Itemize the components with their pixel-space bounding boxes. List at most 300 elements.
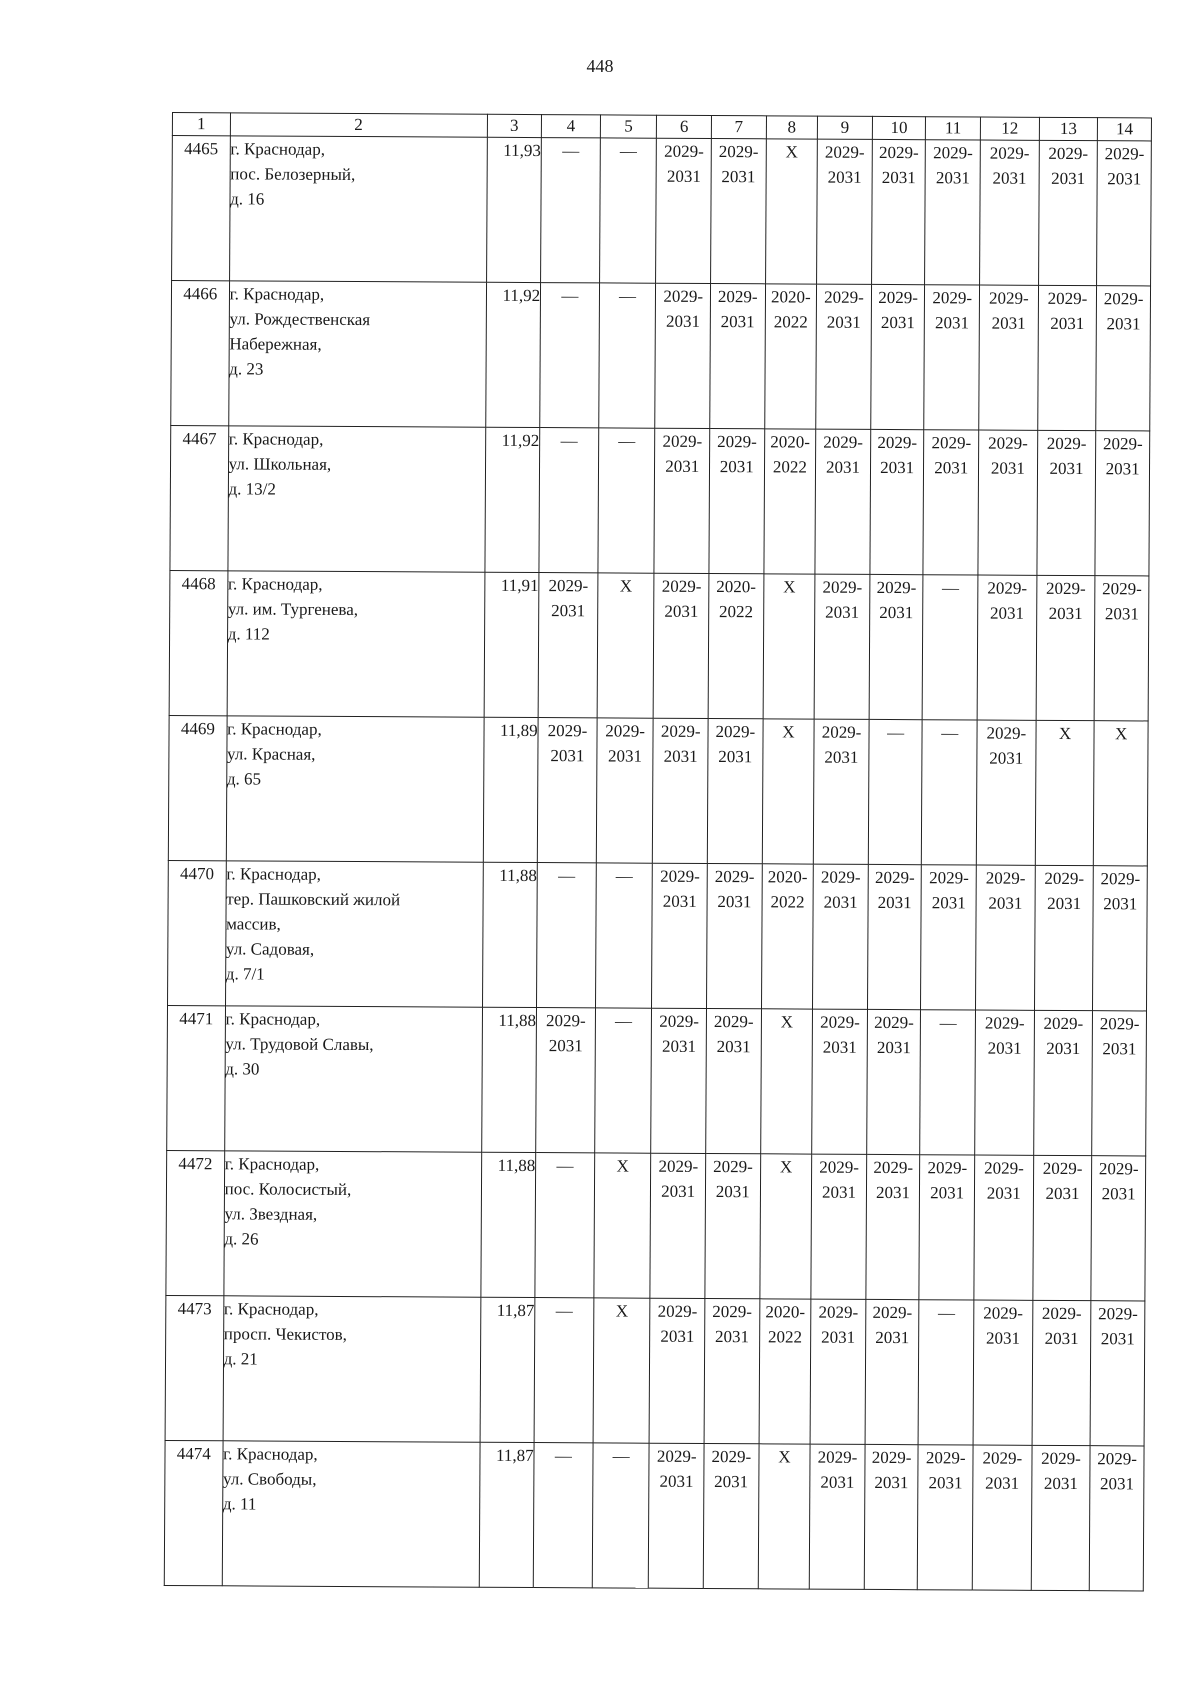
- period-text: —: [942, 578, 960, 598]
- address-line: г. Краснодар,: [229, 284, 325, 304]
- period-cell-col-13: [1033, 1010, 1092, 1155]
- period-text: 2029- 2031: [1041, 1448, 1081, 1494]
- period-text: X: [1058, 723, 1072, 744]
- address-line: пос. Колосистый,: [224, 1179, 352, 1200]
- row-number: 4470: [168, 860, 226, 1005]
- period-text: —: [612, 1446, 630, 1466]
- period-cell-col-7: [707, 719, 762, 864]
- period-text: 2029- 2031: [547, 721, 588, 766]
- period-text: 2020- 2022: [716, 577, 757, 622]
- table-row: [164, 1440, 1144, 1590]
- period-cell-col-10: [866, 1154, 920, 1299]
- column-number-12: 12: [980, 117, 1039, 140]
- period-cell-col-5: [595, 863, 652, 1008]
- period-cell-col-10: [868, 719, 922, 864]
- period-cell-col-5: [598, 428, 655, 573]
- period-cell-col-4: [534, 1298, 593, 1443]
- column-number-13: 13: [1039, 117, 1098, 140]
- period-cell-col-8: [760, 1009, 812, 1154]
- period-cell-col-4: [537, 863, 596, 1008]
- period-cell-col-13: [1035, 720, 1094, 865]
- period-cell-col-14: [1090, 1301, 1144, 1446]
- period-text: 2029- 2031: [984, 1158, 1024, 1203]
- period-text: 2020- 2022: [765, 1302, 806, 1347]
- period-text: 2029- 2031: [988, 288, 1029, 333]
- period-text: 2029- 2031: [656, 1446, 697, 1491]
- period-text: 2029- 2031: [659, 1011, 700, 1056]
- period-cell-col-5: [593, 1298, 650, 1443]
- period-cell-col-13: [1036, 575, 1095, 720]
- period-text: 2029- 2031: [1046, 433, 1087, 479]
- address-line: ул. Школьная,: [228, 454, 332, 474]
- period-cell-col-12: [976, 720, 1035, 865]
- period-text: 2029- 2031: [663, 286, 704, 331]
- period-text: X: [785, 142, 798, 162]
- column-number-5: 5: [600, 115, 657, 138]
- period-text: 2029- 2031: [713, 1157, 753, 1202]
- period-cell-col-11: [918, 1445, 973, 1590]
- period-text: —: [619, 286, 637, 306]
- period-text: X: [782, 722, 795, 742]
- period-text: 2029- 2031: [874, 867, 915, 913]
- period-cell-col-13: [1034, 865, 1093, 1010]
- period-text: 2029- 2031: [820, 1012, 860, 1057]
- period-text: 2029- 2031: [933, 143, 973, 188]
- address-line: пос. Белозерный,: [230, 164, 356, 185]
- period-text: 2029- 2031: [661, 576, 702, 621]
- period-cell-col-12: [977, 575, 1036, 720]
- period-text: X: [616, 1156, 629, 1176]
- period-text: 2029- 2031: [987, 578, 1028, 623]
- address-cell: [223, 1296, 481, 1442]
- column-number-14: 14: [1098, 118, 1152, 141]
- period-cell-col-8: [765, 139, 817, 284]
- period-cell-col-9: [816, 284, 871, 429]
- period-cell-col-10: [870, 429, 924, 574]
- period-cell-col-7: [707, 864, 762, 1009]
- period-cell-col-4: [536, 1008, 595, 1153]
- period-text: 2029- 2031: [824, 142, 865, 187]
- period-cell-col-4: [535, 1153, 594, 1298]
- value-cell: 11,87: [480, 1297, 535, 1442]
- address-line: д. 16: [230, 189, 265, 209]
- period-text: 2029- 2031: [548, 576, 589, 621]
- period-cell-col-5: [596, 718, 653, 863]
- period-cell-col-6: [651, 1008, 706, 1153]
- period-text: 2029- 2031: [1099, 1014, 1140, 1059]
- period-cell-col-5: [597, 573, 654, 718]
- period-text: 2029- 2031: [871, 1447, 912, 1493]
- period-text: 2029- 2031: [1104, 144, 1145, 189]
- value-cell: 11,88: [480, 1152, 535, 1297]
- address-line: г. Краснодар,: [230, 139, 326, 159]
- value-cell: 11,89: [483, 717, 538, 862]
- address-cell: [228, 426, 486, 572]
- period-text: —: [558, 866, 576, 886]
- period-cell-col-9: [811, 1154, 866, 1299]
- period-text: —: [561, 286, 579, 306]
- address-line: д. 30: [225, 1059, 260, 1079]
- period-cell-col-12: [975, 1010, 1034, 1155]
- period-cell-col-11: [922, 720, 977, 865]
- period-cell-col-5: [592, 1443, 649, 1588]
- period-text: 2029- 2031: [925, 1448, 966, 1493]
- period-cell-col-14: [1090, 1446, 1144, 1591]
- period-text: 2029- 2031: [927, 1158, 968, 1203]
- row-number: 4469: [168, 715, 226, 860]
- period-text: 2029- 2031: [660, 721, 701, 766]
- period-text: 2029- 2031: [1100, 869, 1141, 914]
- column-number-6: 6: [657, 115, 712, 138]
- period-text: —: [618, 431, 636, 451]
- period-text: 2029- 2031: [824, 287, 864, 332]
- period-cell-col-8: [759, 1299, 811, 1444]
- period-text: —: [614, 1011, 633, 1031]
- period-cell-col-7: [706, 1008, 761, 1153]
- period-cell-col-13: [1037, 430, 1096, 575]
- address-line: г. Краснодар,: [228, 429, 324, 449]
- period-text: —: [615, 866, 633, 886]
- period-text: 2029- 2031: [982, 1448, 1023, 1493]
- period-text: —: [555, 1301, 573, 1321]
- row-number: 4468: [169, 570, 227, 715]
- period-text: 2029- 2031: [1098, 1304, 1138, 1349]
- period-cell-col-12: [974, 1155, 1033, 1300]
- period-cell-col-8: [758, 1444, 810, 1589]
- table-body: [164, 136, 1151, 1591]
- period-text: 2029- 2031: [712, 1302, 753, 1347]
- period-text: 2029- 2031: [1047, 288, 1088, 334]
- period-cell-col-9: [813, 864, 868, 1009]
- period-cell-col-11: [918, 1300, 973, 1445]
- period-text: —: [939, 1013, 957, 1033]
- period-text: 2029- 2031: [660, 866, 700, 911]
- period-cell-col-8: [764, 429, 816, 574]
- period-cell-col-8: [764, 284, 816, 429]
- period-text: 2029- 2031: [822, 577, 863, 622]
- period-cell-col-13: [1033, 1155, 1092, 1300]
- period-cell-col-13: [1032, 1300, 1091, 1445]
- row-number: 4466: [171, 281, 229, 426]
- address-line: д. 112: [227, 624, 270, 644]
- period-text: 2029- 2031: [985, 868, 1026, 913]
- period-text: 2029- 2031: [988, 433, 1028, 478]
- period-text: 2029- 2031: [878, 287, 918, 333]
- period-cell-col-6: [650, 1153, 705, 1298]
- period-text: 2029- 2031: [1048, 143, 1089, 189]
- period-cell-col-6: [649, 1443, 704, 1588]
- period-cell-col-10: [864, 1444, 918, 1589]
- address-line: просп. Чекистов,: [223, 1324, 348, 1344]
- period-text: 2029- 2031: [715, 722, 756, 767]
- address-line: ул. Рождественская: [229, 309, 371, 330]
- row-number: 4474: [164, 1440, 222, 1585]
- period-text: 2029- 2031: [545, 1011, 586, 1056]
- period-cell-col-6: [654, 573, 709, 718]
- period-cell-col-11: [920, 1010, 975, 1155]
- period-text: 2029- 2031: [874, 1012, 914, 1058]
- period-text: 2029- 2031: [873, 1157, 914, 1203]
- period-cell-col-9: [810, 1299, 865, 1444]
- period-text: —: [556, 1156, 574, 1176]
- period-text: 2029- 2031: [1044, 868, 1085, 914]
- address-cell: [222, 1441, 480, 1587]
- address-line: д. 23: [229, 359, 264, 379]
- period-text: —: [941, 723, 959, 743]
- period-cell-col-11: [924, 285, 979, 430]
- period-cell-col-13: [1038, 140, 1097, 285]
- column-number-1: 1: [172, 113, 230, 136]
- period-text: 2029- 2031: [817, 1447, 858, 1492]
- period-cell-col-6: [654, 428, 709, 573]
- period-text: 2029- 2031: [658, 1156, 699, 1201]
- period-cell-col-14: [1097, 141, 1151, 286]
- period-cell-col-6: [652, 863, 707, 1008]
- period-cell-col-12: [973, 1300, 1032, 1445]
- value-cell: 11,88: [482, 862, 537, 1007]
- table-row: [168, 860, 1148, 1010]
- period-text: 2029- 2031: [1098, 1159, 1139, 1204]
- period-text: 2029- 2031: [820, 867, 861, 912]
- period-text: 2029- 2031: [662, 431, 703, 476]
- row-number: 4473: [165, 1295, 223, 1440]
- address-line: г. Краснодар,: [223, 1299, 319, 1319]
- period-text: 2029- 2031: [657, 1301, 698, 1346]
- period-text: 2029- 2031: [876, 577, 917, 623]
- period-cell-col-14: [1092, 1011, 1146, 1156]
- address-cell: [224, 1151, 482, 1297]
- period-text: 2029- 2031: [989, 143, 1030, 188]
- period-text: 2029- 2031: [717, 287, 758, 332]
- period-cell-col-11: [919, 1155, 974, 1300]
- period-cell-col-6: [653, 718, 708, 863]
- period-text: X: [778, 1447, 791, 1467]
- table-row: [171, 281, 1151, 431]
- period-cell-col-14: [1094, 576, 1148, 721]
- period-text: 2029- 2031: [711, 1447, 752, 1492]
- row-number: 4465: [172, 136, 230, 281]
- address-line: г. Краснодар,: [227, 719, 322, 739]
- period-cell-col-14: [1096, 286, 1150, 431]
- column-number-7: 7: [711, 116, 766, 139]
- table-row: [166, 1150, 1146, 1300]
- period-cell-col-9: [814, 574, 869, 719]
- address-cell: [224, 1006, 482, 1152]
- address-cell: [226, 716, 484, 862]
- address-cell: [229, 136, 487, 282]
- period-cell-col-14: [1094, 721, 1148, 866]
- period-cell-col-11: [925, 140, 980, 285]
- period-text: 2029- 2031: [713, 1012, 754, 1057]
- period-cell-col-7: [703, 1443, 758, 1588]
- period-text: 2029- 2031: [1043, 1013, 1084, 1059]
- period-cell-col-9: [812, 1009, 867, 1154]
- column-number-8: 8: [766, 116, 818, 139]
- registry-table: [164, 112, 1152, 1591]
- period-cell-col-6: [649, 1298, 704, 1443]
- period-text: 2029- 2031: [984, 1013, 1025, 1058]
- address-line: д. 11: [222, 1494, 257, 1514]
- period-text: 2029- 2031: [1041, 1303, 1082, 1349]
- period-cell-col-13: [1031, 1445, 1090, 1590]
- period-cell-col-14: [1095, 431, 1149, 576]
- address-line: г. Краснодар,: [225, 1009, 321, 1029]
- period-cell-col-11: [921, 865, 976, 1010]
- address-line: массив,: [226, 914, 281, 934]
- address-line: ул. Трудовой Славы,: [225, 1034, 374, 1055]
- page-number: 448: [586, 56, 614, 76]
- period-cell-col-9: [814, 719, 869, 864]
- period-cell-col-11: [923, 575, 978, 720]
- period-text: 2029- 2031: [878, 142, 919, 188]
- column-number-3: 3: [487, 114, 542, 137]
- column-number-10: 10: [872, 116, 926, 139]
- period-text: 2029- 2031: [986, 723, 1027, 768]
- table-row: [172, 136, 1152, 286]
- period-text: 2029- 2031: [664, 141, 704, 186]
- period-cell-col-12: [978, 430, 1037, 575]
- period-cell-col-7: [710, 284, 765, 429]
- address-line: г. Краснодар,: [226, 864, 321, 884]
- value-cell: 11,93: [486, 137, 541, 282]
- period-cell-col-4: [533, 1443, 592, 1588]
- period-text: X: [619, 576, 633, 596]
- period-cell-col-10: [871, 139, 925, 284]
- address-cell: [227, 571, 485, 717]
- period-cell-col-10: [871, 284, 925, 429]
- period-cell-col-13: [1037, 285, 1096, 430]
- value-cell: 11,91: [484, 572, 539, 717]
- period-text: X: [780, 1012, 794, 1032]
- address-cell: [225, 861, 483, 1007]
- period-text: 2029- 2031: [823, 432, 864, 477]
- period-text: X: [783, 577, 796, 597]
- period-text: 2029- 2031: [1042, 1158, 1083, 1204]
- period-text: —: [554, 1446, 573, 1466]
- period-cell-col-9: [815, 429, 870, 574]
- address-line: ул. Звездная,: [224, 1204, 318, 1224]
- period-text: 2020- 2022: [770, 432, 810, 477]
- value-cell: 11,88: [481, 1007, 536, 1152]
- period-text: —: [560, 431, 578, 451]
- address-line: д. 21: [223, 1349, 258, 1369]
- period-text: —: [562, 141, 580, 161]
- period-cell-col-7: [704, 1298, 759, 1443]
- period-cell-col-7: [711, 139, 766, 284]
- value-cell: 11,87: [479, 1442, 534, 1587]
- period-text: X: [1115, 724, 1128, 744]
- period-cell-col-7: [709, 429, 764, 574]
- address-cell: [228, 281, 486, 427]
- period-cell-col-5: [599, 283, 656, 428]
- period-text: 2029- 2031: [931, 433, 972, 478]
- period-text: 2029- 2031: [929, 868, 969, 913]
- period-text: X: [615, 1301, 629, 1321]
- period-text: 2020- 2022: [771, 287, 811, 332]
- address-line: д. 26: [224, 1229, 259, 1249]
- period-cell-col-11: [923, 430, 978, 575]
- row-number: 4472: [166, 1150, 224, 1295]
- period-cell-col-4: [540, 283, 599, 428]
- period-text: X: [779, 1157, 793, 1177]
- table-row: [169, 570, 1149, 720]
- period-text: 2029- 2031: [821, 722, 862, 767]
- value-cell: 11,92: [484, 427, 539, 572]
- column-number-9: 9: [818, 116, 873, 139]
- period-cell-col-5: [594, 1008, 651, 1153]
- period-text: 2029- 2031: [1102, 434, 1143, 479]
- period-cell-col-6: [655, 283, 710, 428]
- period-cell-col-4: [541, 138, 600, 283]
- row-number: 4467: [170, 425, 228, 570]
- address-line: Набережная,: [229, 334, 322, 354]
- value-cell: 11,92: [485, 282, 540, 427]
- period-cell-col-4: [538, 573, 597, 718]
- address-line: ул. Садовая,: [225, 939, 315, 959]
- period-cell-col-9: [809, 1444, 864, 1589]
- period-cell-col-4: [539, 428, 598, 573]
- period-text: 2029- 2031: [819, 1157, 860, 1202]
- period-cell-col-12: [979, 285, 1038, 430]
- period-text: 2029- 2031: [932, 288, 973, 333]
- period-cell-col-7: [708, 574, 763, 719]
- period-cell-col-12: [980, 140, 1039, 285]
- period-cell-col-14: [1091, 1156, 1145, 1301]
- period-text: 2020- 2022: [767, 867, 808, 912]
- period-text: 2029- 2031: [718, 142, 759, 187]
- table-row: [170, 425, 1150, 575]
- address-line: ул. Красная,: [227, 744, 316, 764]
- period-cell-col-8: [761, 864, 813, 1009]
- column-number-2: 2: [230, 113, 487, 137]
- column-number-11: 11: [926, 117, 981, 140]
- column-number-4: 4: [541, 115, 600, 138]
- period-text: 2029- 2031: [605, 721, 646, 766]
- period-text: —: [937, 1303, 956, 1323]
- period-cell-col-8: [762, 719, 814, 864]
- table-row: [168, 715, 1148, 865]
- address-line: д. 7/1: [225, 964, 265, 984]
- address-line: ул. им. Тургенева,: [227, 599, 359, 620]
- period-cell-col-8: [760, 1154, 812, 1299]
- period-text: 2029- 2031: [714, 867, 755, 912]
- table-row: [167, 1005, 1147, 1155]
- address-line: д. 13/2: [228, 479, 276, 499]
- address-line: г. Краснодар,: [227, 574, 323, 594]
- period-text: 2029- 2031: [818, 1302, 859, 1347]
- table-row: [165, 1295, 1145, 1445]
- period-text: 2029- 2031: [872, 1302, 913, 1348]
- address-line: д. 65: [226, 769, 262, 789]
- period-cell-col-10: [867, 864, 921, 1009]
- period-cell-col-8: [763, 574, 815, 719]
- period-text: 2029- 2031: [983, 1303, 1024, 1348]
- period-cell-col-10: [867, 1009, 921, 1154]
- address-line: г. Краснодар,: [224, 1154, 320, 1174]
- period-text: 2029- 2031: [717, 432, 757, 477]
- period-cell-col-14: [1093, 866, 1147, 1011]
- period-cell-col-10: [869, 574, 923, 719]
- period-cell-col-10: [865, 1299, 919, 1444]
- period-cell-col-6: [656, 138, 711, 283]
- row-number: 4471: [167, 1005, 225, 1150]
- period-text: 2029- 2031: [1097, 1449, 1138, 1494]
- period-cell-col-7: [705, 1153, 760, 1298]
- period-cell-col-12: [972, 1445, 1031, 1590]
- address-line: г. Краснодар,: [223, 1444, 318, 1464]
- period-text: —: [887, 723, 905, 743]
- period-text: —: [619, 141, 637, 161]
